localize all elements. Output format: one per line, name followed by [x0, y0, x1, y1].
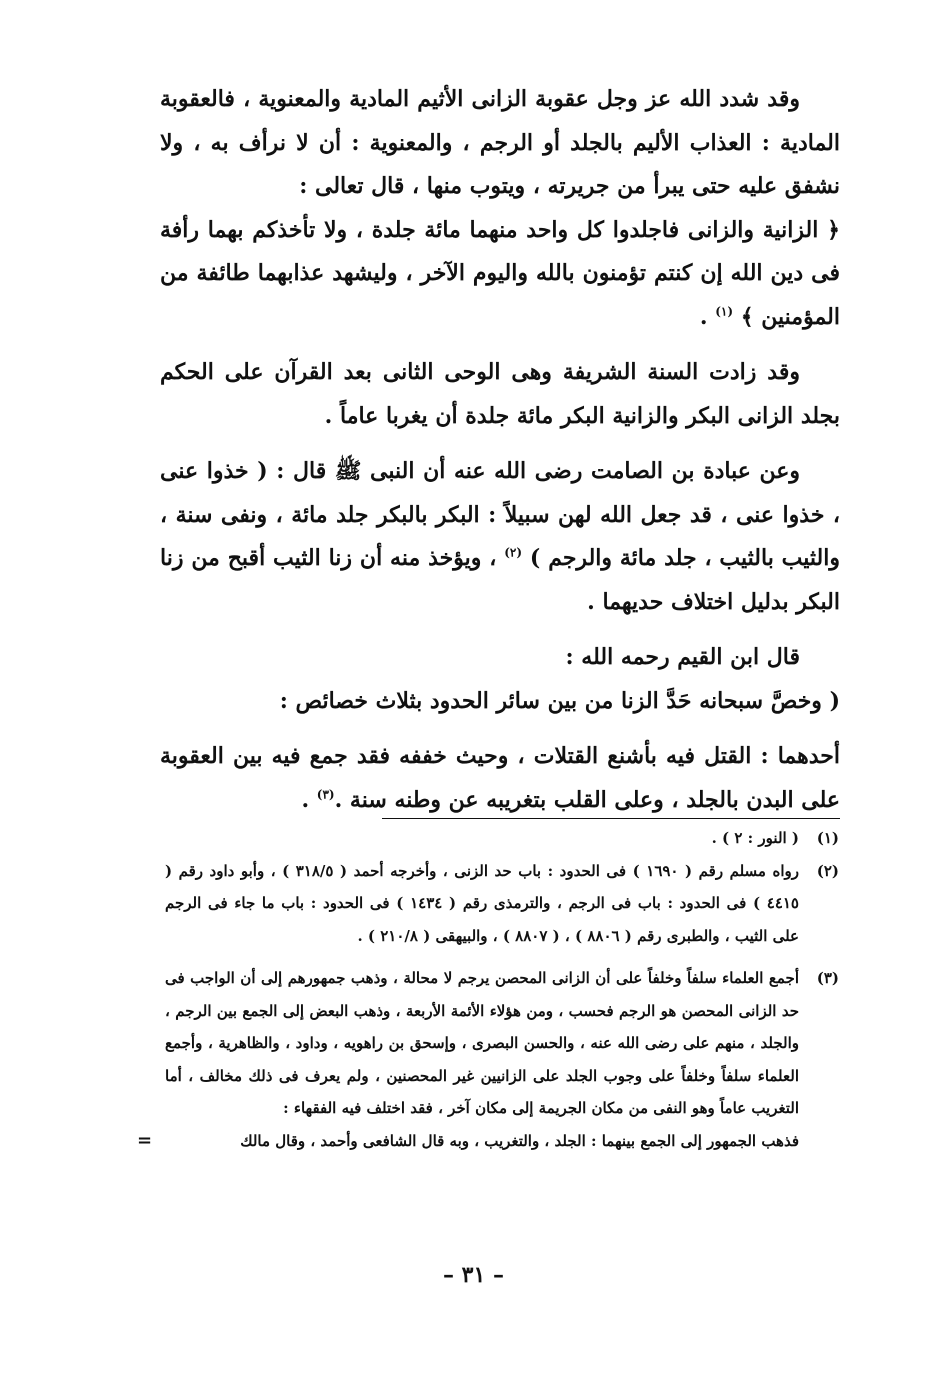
paragraph-end: .	[301, 786, 317, 813]
page-number: – ٣١ –	[443, 1262, 504, 1288]
paragraph-sunnah: وقد زادت السنة الشريفة وهى الوحى الثانى بعد القرآن على الحكم بجلد الزانى البكر والزانية البكر مائة جلدة أن يغربا عاماً .	[160, 359, 840, 429]
footnote-text: أجمع العلماء سلفاً وخلفاً على أن الزانى المحصن يرجم لا محالة ، وذهب جمهورهم إلى أن الواجب فى حد الزانى المحصن هو الرجم فحسب ، ومن هؤلاء الأئمة الأربعة ، وذهب البعض إلى الجمع بين الرجم ، والجلد ، منهم على رضى الله عنه ، والحسن البصرى ، وإسحق بن راهويه ، وداود ، والظاهرية ، وأجمع العلماء سلفاً وخلفاً على وجوب الجلد على الزانيين غير المحصنين ، ولم يعرف فى ذلك مخالف ، أما التغريب عاماً وهو النفى من مكان الجريمة إلى مكان آخر ، فقد اختلف فيه الفقهاء :	[165, 969, 799, 1117]
footnotes	[137, 822, 839, 1157]
ibn-qayyim-heading: قال ابن القيم رحمه الله :	[565, 644, 800, 670]
hadith-text: وعن عبادة بن الصامت رضى الله عنه أن النبى ﷺ قال : ( خذوا عنى ، خذوا عنى ، قد جعل الله لهن سبيلاً : البكر بالبكر جلد مائة ، ونفى سنة ، والثيب بالثيب ، جلد مائة والرجم )	[160, 458, 840, 571]
footnote-text: ( النور : ٢ ) .	[711, 829, 799, 847]
footnote-ref-2: (٢)	[504, 545, 523, 560]
first-characteristic	[160, 735, 840, 822]
footnote-text: رواه مسلم رقم ( ١٦٩٠ ) فى الحدود : باب حد الزنى ، وأخرجه أحمد ( ٣١٨/٥ ) ، وأبو داود رقم ( ٤٤١٥ ) فى الحدود : باب فى الرجم ، والترمذى رقم ( ١٤٣٤ ) فى الحدود : باب ما جاء فى الرجم على الثيب ، والطبرى رقم ( ٨٨٠٦ ) ، ( ٨٨٠٧ ) ، والبيهقى ( ٢١٠/٨ ) .	[165, 861, 799, 945]
paragraph-1: وقد شدد الله عز وجل عقوبة الزانى الأثيم المادية والمعنوية ، فالعقوبة المادية : العذاب الأليم بالجلد أو الرجم ، والمعنوية : أن لا نرأف به ، ولا نشفق عليه حتى يبرأ من جريرته ، ويتوب منها ، قال تعالى :	[160, 86, 840, 199]
footnote-number: (٣)	[816, 969, 839, 987]
footnote-number: (١)	[816, 829, 839, 847]
footnote-1	[165, 822, 839, 855]
footnote-2	[165, 855, 839, 953]
hadith-paragraph	[160, 450, 840, 624]
main-text	[160, 78, 840, 822]
verse-end: .	[699, 303, 716, 330]
quran-verse-text: ﴿ الزانية والزانى فاجلدوا كل واحد منهما مائة جلدة ، ولا تأخذكم بهما رأفة فى دين الله إن كنتم تؤمنون بالله واليوم الآخر ، وليشهد عذابهما طائفة من المؤمنين ﴾	[160, 216, 840, 330]
hadith-commentary: ، ويؤخذ منه أن زنا الثيب أقبح من زنا البكر بدليل اختلاف حديهما .	[160, 545, 840, 615]
footnote-ref-1: (١)	[715, 304, 734, 319]
footnote-continuation-text: فذهب الجمهور إلى الجمع بينهما : الجلد ، والتغريب ، وبه قال الشافعى وأحمد ، وقال مالك	[240, 1131, 799, 1150]
continuation-mark: =	[137, 1129, 153, 1151]
footnote-number: (٢)	[816, 861, 839, 880]
footnote-3	[165, 962, 839, 1125]
footnote-continuation	[137, 1125, 839, 1158]
footnote-ref-3: (٣)	[316, 787, 335, 802]
footnote-divider	[382, 818, 840, 819]
ibn-qayyim-quote-intro: ( وخصَّ سبحانه حَدَّ الزنا من بين سائر الحدود بثلاث خصائص :	[279, 687, 840, 714]
quran-verse	[160, 209, 840, 340]
first-characteristic-text: أحدهما : القتل فيه بأشنع القتلات ، وحيث خففه فقد جمع فيه بين العقوبة على البدن بالجلد ، وعلى القلب بتغريبه عن وطنه سنة .	[160, 743, 840, 813]
